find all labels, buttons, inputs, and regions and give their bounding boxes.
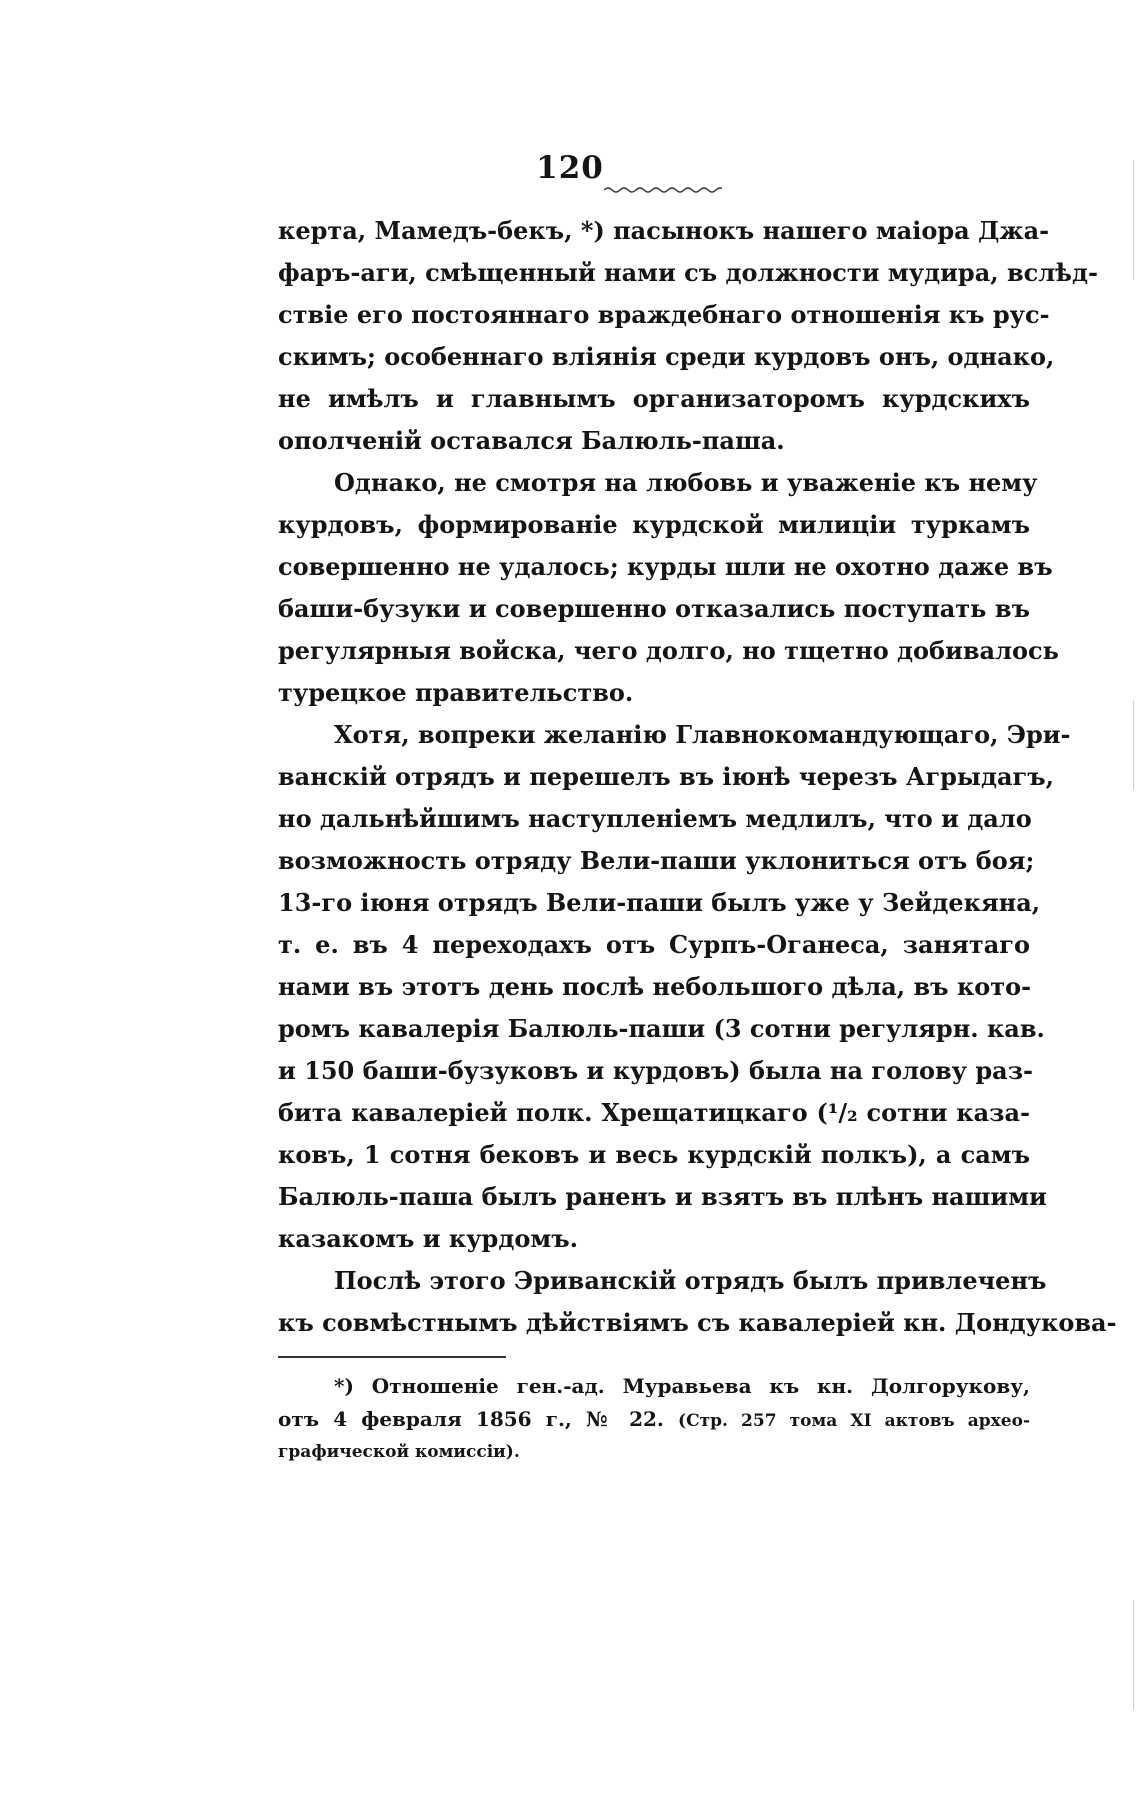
text-line: ромъ кавалерія Балюль-паши (3 сотни регулярн. кав.: [278, 1014, 1045, 1043]
scan-edge-mark: [1133, 700, 1134, 790]
text-line: скимъ; особеннаго вліянія среди курдовъ онъ, однако,: [278, 342, 1055, 371]
text-line: Балюль-паша былъ раненъ и взятъ въ плѣнъ нашими: [278, 1182, 1047, 1211]
text-line: и 150 баши-бузуковъ и курдовъ) была на голову раз-: [278, 1056, 1034, 1085]
text-line: Послѣ этого Эриванскій отрядъ былъ привлеченъ: [334, 1266, 1047, 1295]
text-line: т. е. въ 4 переходахъ отъ Сурпъ-Оганеса, занятаго: [278, 930, 1030, 959]
text-line: къ совмѣстнымъ дѣйствіямъ съ кавалеріей кн. Дондукова-: [278, 1308, 1117, 1337]
text-line: курдовъ, формированіе курдской милиціи туркамъ: [278, 510, 1030, 539]
footnote: [278, 1370, 1030, 1469]
text-line: бита кавалеріей полк. Хрещатицкаго (¹/₂ сотни каза-: [278, 1098, 1030, 1127]
footnote-line: *) Отношеніе ген.-ад. Муравьева къ кн. Долгорукову,: [334, 1374, 1030, 1398]
text-line: 13-го іюня отрядъ Вели-паши былъ уже у Зейдекяна,: [278, 888, 1041, 917]
text-line: ствіе его постояннаго враждебнаго отношенія къ рус-: [278, 300, 1050, 329]
text-line: ванскій отрядъ и перешелъ въ іюнѣ черезъ Агрыдагъ,: [278, 762, 1055, 791]
main-text: [278, 210, 1117, 1344]
footnote-line: графической комиссіи).: [278, 1442, 520, 1462]
footnote-line-small: (Стр. 257 тома XI актовъ архео-: [678, 1411, 1031, 1431]
page-number-ornament: [604, 186, 722, 194]
text-line: фаръ-аги, смѣщенный нами съ должности мудира, вслѣд-: [278, 258, 1099, 287]
text-line: но дальнѣйшимъ наступленіемъ медлилъ, что и дало: [278, 804, 1032, 833]
text-line: ополченій оставался Балюль-паша.: [278, 426, 785, 455]
text-line: возможность отряду Вели-паши уклониться отъ боя;: [278, 846, 1035, 875]
scan-edge-mark: [1133, 1600, 1134, 1710]
text-line: регулярныя войска, чего долго, но тщетно добивалось: [278, 636, 1059, 665]
text-line: ковъ, 1 сотня бековъ и весь курдскій полкъ), а самъ: [278, 1140, 1030, 1169]
text-line: совершенно не удалось; курды шли не охотно даже въ: [278, 552, 1053, 581]
text-line: казакомъ и курдомъ.: [278, 1224, 578, 1253]
page-number: 120: [536, 150, 604, 186]
text-line: керта, Мамедъ-бекъ, *) пасынокъ нашего маіора Джа-: [278, 216, 1050, 245]
footnote-divider: [278, 1356, 506, 1358]
text-line: турецкое правительство.: [278, 678, 634, 707]
footnote-line-main: отъ 4 февраля 1856 г., № 22.: [278, 1407, 664, 1431]
scan-edge-mark: [1133, 160, 1134, 280]
text-line: Однако, не смотря на любовь и уваженіе къ нему: [334, 468, 1038, 497]
text-line: нами въ этотъ день послѣ небольшого дѣла, въ кото-: [278, 972, 1032, 1001]
text-line: Хотя, вопреки желанію Главнокомандующаго, Эри-: [334, 720, 1071, 749]
text-line: не имѣлъ и главнымъ организаторомъ курдскихъ: [278, 384, 1030, 413]
footnote-line: [278, 1403, 1030, 1436]
text-line: баши-бузуки и совершенно отказались поступать въ: [278, 594, 1030, 623]
